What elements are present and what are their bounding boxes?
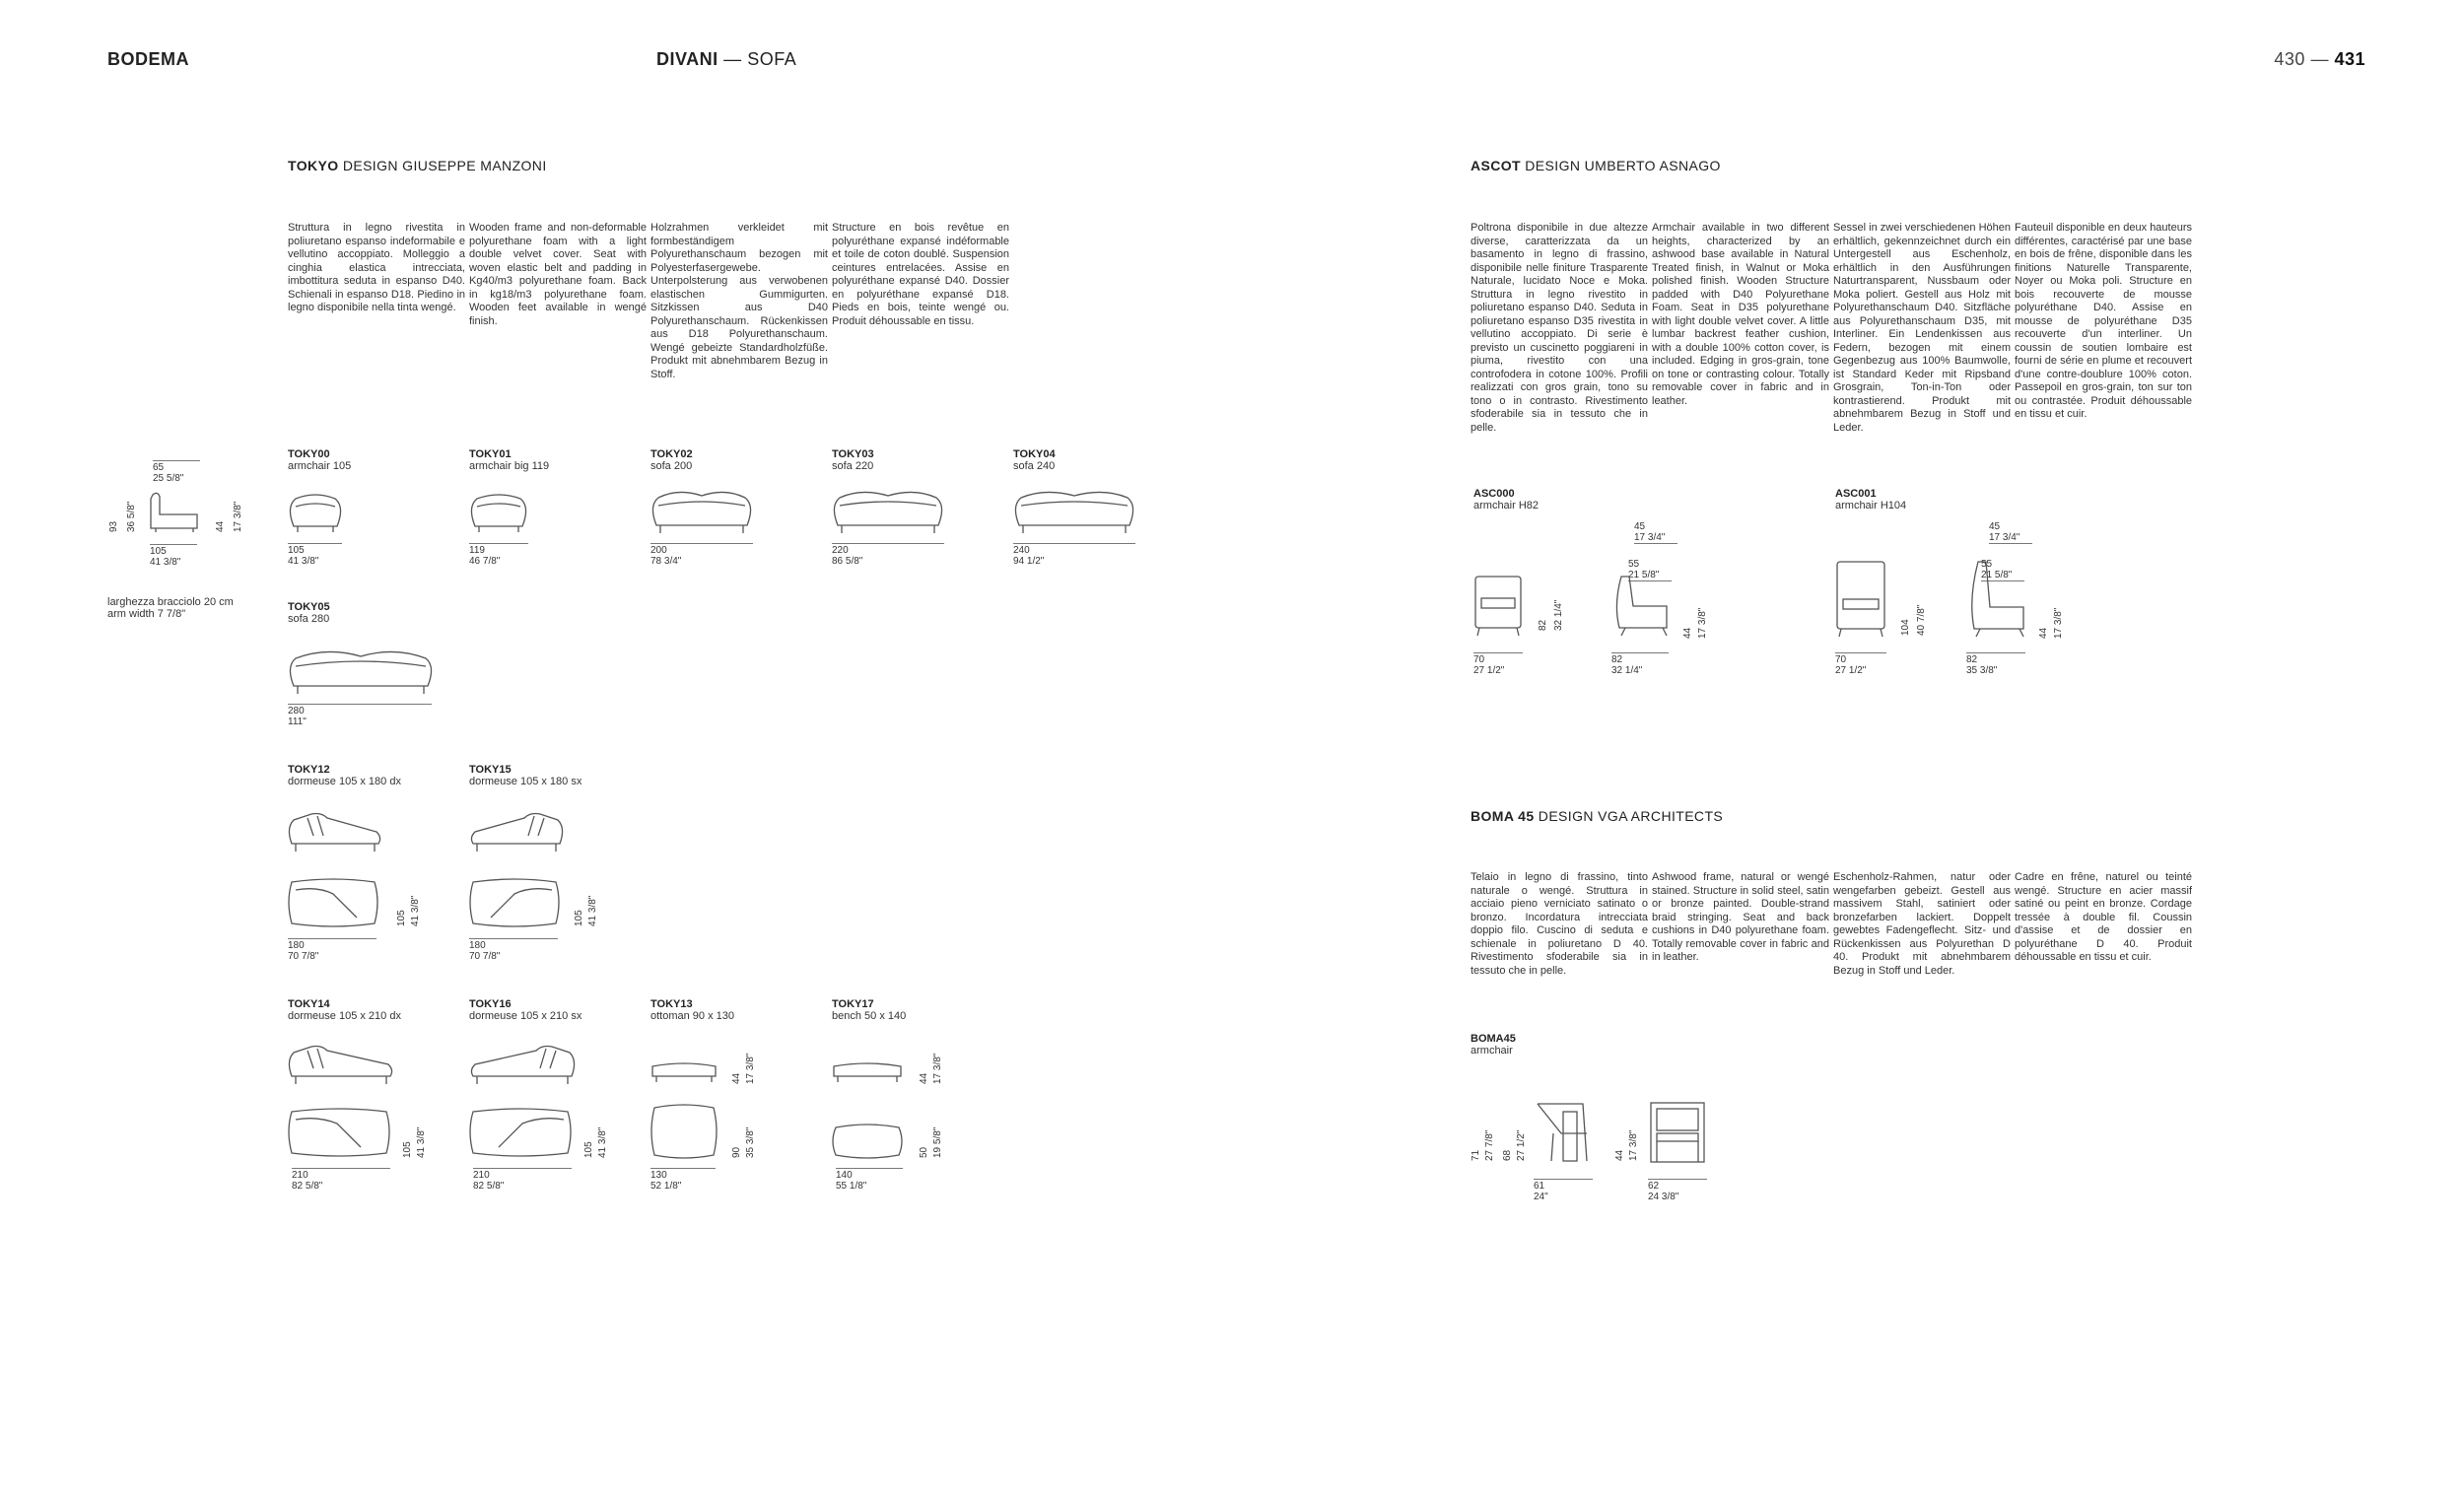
- toky14-depth-in: 41 3/8": [416, 1126, 427, 1158]
- toky12-depth: 105: [396, 910, 407, 926]
- toky12-width: 180 70 7/8": [288, 938, 376, 962]
- boma-width: 61 24": [1534, 1179, 1593, 1202]
- toky12-top-drawing: [288, 872, 378, 929]
- toky16-width: 210 82 5/8": [473, 1168, 572, 1192]
- ascot-desc-it: Poltrona disponibile in due altezze diverse, caratterizzata da un basamento in legno di frassino, disponibile nelle finiture Trasparente Naturale, lucidato Noce e Moka. Struttura in legno rivestito in poliuretano espanso D40. Seduta in poliuretano espanso D35 rivestita in vellutino accoppiato. Di serie è previsto un cuscinetto poggiareni in piuma, rivestito con una controfodera in cotone 100%. Profili realizzati con gros grain, tono su tono o in contrasto. Rivestimento sfoderabile sia in tessuto che in pelle.: [1471, 222, 1648, 434]
- item-toky16: TOKY16 dormeuse 105 x 210 sx: [469, 998, 582, 1022]
- boma-title-bold: BOMA 45: [1471, 808, 1535, 824]
- arm-width-note: larghezza bracciolo 20 cm arm width 7 7/8": [107, 596, 234, 620]
- tokyo-desc-fr: Structure en bois revêtue en polyuréthane expansé indéformable et toile de coton doublé. Suspension ceintures entrelacées. Assise en polyuréthane expansé D40. Dossier en polyuréthane expansé D18. Pieds en bois, teinte wengé ou. Produit déhoussable en tissu.: [832, 222, 1009, 327]
- asc000-height-in: 32 1/4": [1553, 599, 1564, 631]
- boma-seat-in: 17 3/8": [1628, 1129, 1639, 1161]
- asc001-width: 70 27 1/2": [1835, 652, 1886, 676]
- item-toky12: TOKY12 dormeuse 105 x 180 dx: [288, 764, 401, 787]
- toky15-depth: 105: [574, 910, 584, 926]
- asc000-height: 82: [1538, 619, 1548, 631]
- asc000-width: 70 27 1/2": [1473, 652, 1523, 676]
- section-rest: SOFA: [747, 49, 797, 69]
- ascot-desc-en: Armchair available in two different heights, characterized by an ashwood base available in Natural Treated finish, in Walnut or Moka polished finish. Wooden Structure padded with D40 Polyurethane Foam. Seat in D35 polyurethane with light double velvet cover. A little lumbar backrest feather cushion, with a double 100% cotton cover, is included. Edging in gros-grain, tone on tone or contrasting colour. Totally removable cover in fabric and in leather.: [1652, 222, 1829, 407]
- toky16-front-drawing: [469, 1043, 576, 1086]
- item-toky01: TOKY01 armchair big 119: [469, 448, 550, 472]
- toky12-front-drawing: [288, 808, 382, 853]
- toky17-top-drawing: [832, 1124, 903, 1159]
- item-toky17: TOKY17 bench 50 x 140: [832, 998, 907, 1022]
- asc001-top: 45 17 3/4": [1989, 520, 2032, 544]
- toky16-depth-in: 41 3/8": [597, 1126, 608, 1158]
- asc001-seat-in: 17 3/8": [2053, 607, 2064, 639]
- asc001-seat: 44: [2038, 627, 2049, 639]
- ascot-title-rest: DESIGN UMBERTO ASNAGO: [1521, 158, 1721, 173]
- toky02-width: 200 78 3/4": [650, 543, 753, 567]
- toky03-drawing: [832, 488, 944, 535]
- toky00-drawing: [288, 491, 343, 534]
- tokyo-side-drawing: [148, 493, 203, 534]
- item-asc001: ASC001 armchair H104: [1835, 488, 1907, 511]
- toky17-depth: 50: [919, 1146, 929, 1158]
- asc000-front-drawing: [1473, 575, 1523, 638]
- item-toky03: TOKY03 sofa 220: [832, 448, 874, 472]
- asc001-height: 104: [1900, 619, 1911, 636]
- brand-name: BODEMA: [107, 49, 189, 69]
- toky17-front-drawing: [832, 1060, 903, 1084]
- toky16-depth: 105: [583, 1141, 594, 1158]
- asc000-side-drawing: [1611, 575, 1673, 638]
- toky15-front-drawing: [469, 808, 564, 853]
- ascot-title: [1471, 158, 1721, 173]
- boma-side-drawing: [1534, 1100, 1591, 1165]
- toky15-depth-in: 41 3/8": [587, 895, 598, 926]
- toky16-top-drawing: [469, 1102, 572, 1159]
- item-toky15: TOKY15 dormeuse 105 x 180 sx: [469, 764, 582, 787]
- asc001-height-in: 40 7/8": [1916, 604, 1927, 636]
- item-toky13: TOKY13 ottoman 90 x 130: [650, 998, 735, 1022]
- toky17-width: 140 55 1/8": [836, 1168, 903, 1192]
- side-height-in-dim: 36 5/8": [126, 501, 137, 532]
- toky17-height-in: 17 3/8": [932, 1053, 943, 1084]
- ascot-desc-fr: Fauteuil disponible en deux hauteurs différentes, caractérisé par une base en bois de frêne, disponible dans les finitions Naturelle Transparente, Noyer ou Moka poli. Structure en bois recouverte de mousse polyuréthane D40. Assise en mousse de polyuréthane D35 recouverte d'un interliner. Un coussin de soutien lombaire est fourni de série en plume et recouvert d'une contre-doublure 100% coton. Passepoil en gros-grain, ton sur ton ou contrastée. Produit déhoussable en tissu et cuir.: [2015, 222, 2192, 420]
- asc000-top: 45 17 3/4": [1634, 520, 1677, 544]
- toky00-width: 105 41 3/8": [288, 543, 342, 567]
- toky17-height: 44: [919, 1072, 929, 1084]
- tokyo-desc-de: Holzrahmen verkleidet mit formbeständigem Polyurethanschaum bezogen mit Polyesterfasergewebe. Unterpolsterung aus verwobenen elastischen Gummigurten. Sitzkissen aus D40 Polyurethanschaum. Rückenkissen aus D18 Polyurethanschaum. Wengé gebeizte Standardholzfüße. Produkt mit abnehmbarem Bezug in Stoff.: [650, 222, 828, 380]
- asc000-seat: 44: [1682, 627, 1693, 639]
- section-bold: DIVANI: [656, 49, 719, 69]
- ascot-desc-de: Sessel in zwei verschiedenen Höhen erhältlich, gekennzeichnet durch ein Untergestell aus Eschenholz, erhältlich in den Ausführungen Naturtransparent, Nussbaum oder Moka poliert. Gestell aus Holz mit Polyurethanschaum D40. Sitzfläche aus Polyurethanschaum D35, mit Interliner. Ein Lendenkissen aus Federn, bezogen mit einem Gegenbezug aus 100% Baumwolle, ist Standard Keder mit Ripsband Grosgrain, Ton-in-Ton oder kontrastierend. Produkt mit abnehmbarem Bezug in Stoff und Leder.: [1833, 222, 2011, 434]
- page-left: 430: [2274, 49, 2305, 69]
- tokyo-title-rest: DESIGN GIUSEPPE MANZONI: [338, 158, 547, 173]
- boma-desc-en: Ashwood frame, natural or wengé stained. Structure in solid steel, satin or bronze painted. Double-strand braid stringing. Seat and back cushions in D40 polyurethane foam. Totally removable cover in fabric and in leather.: [1652, 871, 1829, 963]
- toky13-depth: 90: [731, 1146, 742, 1158]
- boma-height: 71: [1471, 1149, 1481, 1161]
- toky15-top-drawing: [469, 872, 560, 929]
- section-sep: —: [718, 49, 748, 69]
- toky02-drawing: [650, 488, 753, 535]
- tokyo-title-bold: TOKYO: [288, 158, 339, 173]
- toky05-drawing: [288, 647, 434, 696]
- boma-height-in: 27 7/8": [1484, 1129, 1495, 1161]
- asc001-depth: 82 35 3/8": [1966, 652, 2025, 676]
- toky13-top-drawing: [650, 1104, 718, 1161]
- asc001-front-drawing: [1835, 560, 1886, 639]
- toky13-width: 130 52 1/8": [650, 1168, 716, 1192]
- toky13-depth-in: 35 3/8": [745, 1126, 756, 1158]
- tokyo-desc-it: Struttura in legno rivestita in poliuretano espanso indeformabile e vellutino accoppiato. Molleggio a cinghia elastica intrecciata, imbottitura seduta in espanso D40. Schienali in espanso D18. Piedino in legno disponibile nella tinta wengé.: [288, 222, 465, 313]
- side-seat-dim: 44: [215, 520, 226, 532]
- asc000-arm: 55 21 5/8": [1628, 558, 1672, 581]
- side-width-dim: 65 25 5/8": [153, 460, 200, 484]
- boma-front-drawing: [1648, 1100, 1707, 1165]
- toky14-depth: 105: [402, 1141, 413, 1158]
- toky14-width: 210 82 5/8": [292, 1168, 390, 1192]
- asc001-arm: 55 21 5/8": [1981, 558, 2024, 581]
- boma-desc-it: Telaio in legno di frassino, tinto naturale o wengé. Struttura in acciaio pieno verniciato satinato o bronzo. Incordatura intrecciata doppio filo. Cuscino di seduta e schienale in poliuretano D 40. Rivestimento sfoderabile sia in tessuto che in pelle.: [1471, 871, 1648, 977]
- section-title: [656, 49, 796, 70]
- asc000-depth: 82 32 1/4": [1611, 652, 1669, 676]
- item-toky14: TOKY14 dormeuse 105 x 210 dx: [288, 998, 401, 1022]
- toky03-width: 220 86 5/8": [832, 543, 944, 567]
- toky13-front-drawing: [650, 1060, 718, 1084]
- page-right: 431: [2334, 49, 2365, 69]
- item-asc000: ASC000 armchair H82: [1473, 488, 1540, 511]
- boma-title-rest: DESIGN VGA ARCHITECTS: [1534, 808, 1724, 824]
- toky01-drawing: [469, 491, 528, 534]
- toky14-top-drawing: [288, 1102, 390, 1159]
- boma-title: [1471, 808, 1723, 824]
- item-toky04: TOKY04 sofa 240: [1013, 448, 1056, 472]
- toky04-drawing: [1013, 488, 1135, 535]
- boma-seat: 44: [1614, 1149, 1625, 1161]
- page-numbers: [2274, 49, 2365, 70]
- item-toky02: TOKY02 sofa 200: [650, 448, 693, 472]
- boma-depth: 62 24 3/8": [1648, 1179, 1707, 1202]
- toky13-height-in: 17 3/8": [745, 1053, 756, 1084]
- item-toky05: TOKY05 sofa 280: [288, 601, 330, 625]
- item-toky00: TOKY00 armchair 105: [288, 448, 352, 472]
- boma-height2-in: 27 1/2": [1516, 1129, 1527, 1161]
- asc000-seat-in: 17 3/8": [1697, 607, 1708, 639]
- toky15-width: 180 70 7/8": [469, 938, 558, 962]
- side-depth-dim: 105 41 3/8": [150, 544, 197, 568]
- side-seat-in-dim: 17 3/8": [233, 501, 243, 532]
- toky17-depth-in: 19 5/8": [932, 1126, 943, 1158]
- tokyo-title: [288, 158, 547, 173]
- asc001-side-drawing: [1966, 560, 2029, 639]
- page-sep: —: [2304, 49, 2335, 69]
- item-boma45: BOMA45 armchair: [1471, 1033, 1516, 1057]
- tokyo-desc-en: Wooden frame and non-deformable polyurethane foam with a light double velvet cover. Seat with woven elastic belt and padding in Kg40/m3 polyurethane foam. Back in kg18/m3 polyurethane foam. Wooden feet available in wengé finish.: [469, 222, 647, 327]
- ascot-title-bold: ASCOT: [1471, 158, 1521, 173]
- toky04-width: 240 94 1/2": [1013, 543, 1135, 567]
- side-height-dim: 93: [108, 520, 119, 532]
- toky05-width: 280 111": [288, 704, 432, 727]
- boma-desc-de: Eschenholz-Rahmen, natur oder wengefarben gebeizt. Gestell aus massivem Stahl, satiniert oder bronzefarben lackiert. Doppelt gewebtes Fadengeflecht. Sitz- und Rückenkissen aus Polyurethan D 40. Produkt mit abnehmbarem Bezug in Stoff und Leder.: [1833, 871, 2011, 977]
- toky13-height: 44: [731, 1072, 742, 1084]
- toky01-width: 119 46 7/8": [469, 543, 528, 567]
- toky14-front-drawing: [288, 1043, 394, 1086]
- boma-height2: 68: [1502, 1149, 1513, 1161]
- boma-desc-fr: Cadre en frêne, naturel ou teinté wengé. Structure en acier massif satiné ou peint en bronze. Cordage tressée à double fil. Coussin d'assise et de dossier en polyuréthane D 40. Produit déhoussable en tissu et cuir.: [2015, 871, 2192, 963]
- toky12-depth-in: 41 3/8": [410, 895, 421, 926]
